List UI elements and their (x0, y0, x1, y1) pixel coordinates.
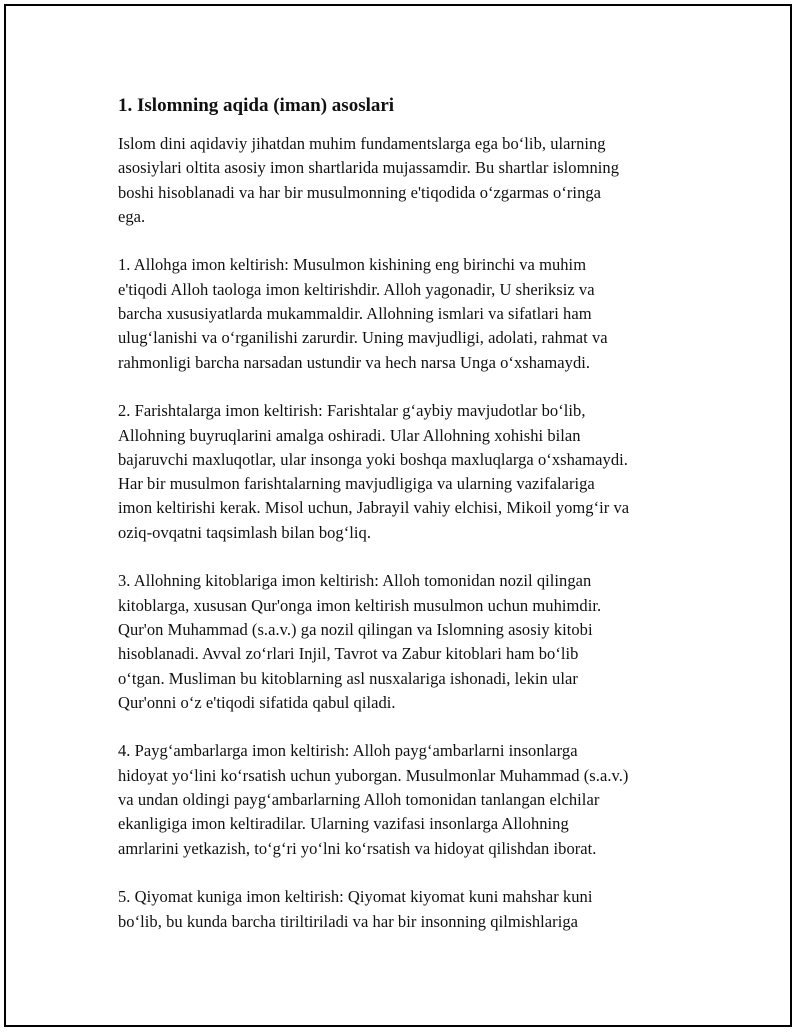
paragraph-qiyomat-kuniga-imon (118, 885, 698, 934)
text-line: asosiylari oltita asosiy imon shartlarida mujassamdir. Bu shartlar islomning (118, 158, 620, 178)
text-line: rahmonligi barcha narsadan ustundir va hech narsa Unga o‘xshamaydi. (118, 352, 591, 372)
paragraph-paygambarlarga-imon (118, 739, 698, 860)
text-line: Qur'on Muhammad (s.a.v.) ga nozil qilingan va Islomning asosiy kitobi (118, 619, 593, 639)
section-heading: 1. Islomning aqida (iman) asoslari (118, 95, 395, 116)
text-line: va undan oldingi payg‘ambarlarning Alloh tomonidan tanlangan elchilar (118, 790, 600, 810)
text-line: kitoblarga, xususan Qur'onga imon keltirish musulmon uchun muhimdir. (118, 595, 602, 615)
paragraph-farishtalarga-imon (118, 399, 698, 545)
text-line: imon keltirishi kerak. Misol uchun, Jabrayil vahiy elchisi, Mikoil yomg‘ir va (118, 498, 630, 518)
text-line: Qur'onni o‘z e'tiqodi sifatida qabul qiladi. (118, 692, 396, 712)
text-line: boshi hisoblanadi va har bir musulmonning e'tiqodida o‘zgarmas o‘ringa (118, 182, 602, 202)
text-line: amrlarini yetkazish, to‘g‘ri yo‘lni ko‘rsatish va hidoyat qilishdan iborat. (118, 838, 597, 858)
text-line: ega. (118, 206, 146, 226)
text-line: hidoyat yo‘lini ko‘rsatish uchun yuborgan. Musulmonlar Muhammad (s.a.v.) (118, 765, 629, 785)
text-line: Allohning buyruqlarini amalga oshiradi. Ular Allohning xohishi bilan (118, 425, 581, 445)
text-line: barcha xususiyatlarda mukammaldir. Allohning ismlari va sifatlari ham (118, 304, 592, 324)
intro-paragraph (118, 132, 698, 229)
text-line: ulug‘lanishi va o‘rganilishi zarurdir. Uning mavjudligi, adolati, rahmat va (118, 328, 608, 348)
text-line: 5. Qiyomat kuniga imon keltirish: Qiyomat kiyomat kuni mahshar kuni (118, 887, 593, 907)
text-line: bajaruvchi maxluqotlar, ular insonga yoki boshqa maxluqlarga o‘xshamaydi. (118, 449, 628, 469)
paragraph-kitoblarga-imon (118, 569, 698, 715)
text-line: Har bir musulmon farishtalarning mavjudligiga va ularning vazifalariga (118, 474, 595, 494)
text-line: 1. Allohga imon keltirish: Musulmon kishining eng birinchi va muhim (118, 255, 587, 275)
text-line: 3. Allohning kitoblariga imon keltirish: Alloh tomonidan nozil qilingan (118, 571, 592, 591)
document-body (118, 92, 698, 958)
text-line: bo‘lib, bu kunda barcha tiriltiriladi va har bir insonning qilmishlariga (118, 911, 578, 931)
text-line: o‘tgan. Musliman bu kitoblarning asl nusxalariga ishonadi, lekin ular (118, 668, 578, 688)
text-line: oziq-ovqatni taqsimlash bilan bog‘liq. (118, 522, 372, 542)
text-line: hisoblanadi. Avval zo‘rlari Injil, Tavrot va Zabur kitoblari ham bo‘lib (118, 644, 579, 664)
text-line: 4. Payg‘ambarlarga imon keltirish: Alloh payg‘ambarlarni insonlarga (118, 741, 578, 761)
text-line: 2. Farishtalarga imon keltirish: Farishtalar g‘aybiy mavjudotlar bo‘lib, (118, 401, 586, 421)
paragraph-allohga-imon (118, 253, 698, 374)
text-line: e'tiqodi Alloh taologa imon keltirishdir. Alloh yagonadir, U sheriksiz va (118, 279, 595, 299)
text-line: Islom dini aqidaviy jihatdan muhim fundamentslarga ega bo‘lib, ularning (118, 134, 606, 153)
text-line: ekanligiga imon keltiradilar. Ularning vazifasi insonlarga Allohning (118, 814, 569, 834)
